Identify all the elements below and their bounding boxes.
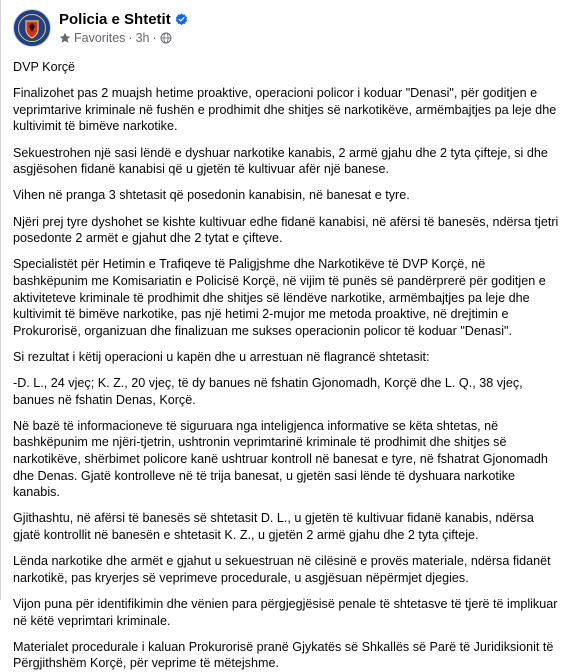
post-paragraph: Specialistët për Hetimin e Trafiqeve të Paligjshme dhe Narkotikëve të DVP Korçë, në bashkëpunim me Komisariatin e Policisë Korçë, në vijim të punës së pandërprerë për goditjen e aktiviteteve kriminale të prodhimit dhe shitjes së lëndëve narkotike, armëmbajtjes pa leje dhe kultivimit të bimëve narkotike, pas një hetimi 2-mujor me metoda proaktive, në drejtimin e Prokurorisë, organizuan dhe finalizuan me sukses operacionin policor të koduar "Denasi". (13, 257, 546, 338)
post-paragraph: -D. L., 24 vjeç; K. Z., 20 vjeç, të dy banues në fshatin Gjonomadh, Korçë dhe L. Q., 38 vjeç, banues në fshatin Denas, Korçë. (13, 376, 523, 407)
post-paragraph: Lënda narkotike dhe armët e gjahut u sekuestruan në cilësinë e provës materiale, ndërsa fidanët narkotikë, pas kryerjes së veprimeve procedurale, u asgjësuan nëpërmjet djegies. (13, 554, 551, 585)
post-header (13, 8, 561, 48)
meta-separator: · (128, 30, 133, 45)
post-paragraph: Finalizohet pas 2 muajsh hetime proaktive, operacioni policor i koduar "Denasi", për goditjen e veprimtarive kriminale në fushën e prodhimit dhe shitjes së narkotikëve, armëmbajtjes pa leje dhe kultivimit të bimëve narkotike. (13, 86, 557, 134)
post-paragraph: Sekuestrohen një sasi lëndë e dyshuar narkotike kanabis, 2 armë gjahu dhe 2 tyta çifteje, si dhe asgjësohen fidanë kanabisi që u gjetën të kultivuar afër një banese. (13, 145, 548, 177)
police-emblem-icon (17, 13, 47, 43)
page-name-row (59, 11, 188, 29)
post-body (13, 59, 561, 672)
post-paragraph: Materialet procedurale i kaluan Prokurorisë pranë Gjykatës së Shkallës së Parë të Juridiksionit të Përgjithshëm Korçë, për veprime të mëtejshme. (13, 639, 554, 671)
post-meta (59, 11, 188, 46)
star-icon (59, 32, 71, 44)
post-timestamp[interactable]: 3h (135, 30, 150, 45)
globe-icon[interactable] (160, 32, 172, 44)
post-paragraph: DVP Korçë (13, 60, 76, 74)
post-paragraph: Si rezultat i këtij operacioni u kapën dhe u arrestuan në flagrancë shtetasit: (13, 349, 430, 364)
post-paragraph: Në bazë të informacioneve të siguruara nga inteligjenca informative se këta shtetas, në bashkëpunim me njëri-tjetrin, ushtronin veprimtarinë kriminale të prodhimit dhe shitjes së narkotikëve, shërbimet policore kanë ushtruar kontroll në banesat e tyre, në fshatrat Gjonomadh dhe Denas. Gjatë kontrolleve në të trija banesat, u gjetën sasi lënde të dyshuara narkotike kanabis. (13, 418, 548, 500)
page-name-link[interactable]: Policia e Shtetit (59, 10, 171, 28)
post-paragraph: Njëri prej tyre dyshohet se kishte kultivuar edhe fidanë kanabisi, në afërsi të banesës, ndërsa tjetri posedonte 2 armët e gjahut dhe 2 tytat e çifteve. (13, 214, 559, 246)
post-paragraph: Vihen në pranga 3 shtetasit që posedonin kanabisin, në banesat e tyre. (13, 188, 410, 203)
post-paragraph: Vijon puna për identifikimin dhe vënien para përgjegjësisë penale të shtetasve të tjerë të implikuar në këtë veprimtari kriminale. (13, 596, 558, 628)
page-avatar[interactable] (13, 9, 51, 47)
favorites-label[interactable]: Favorites (74, 30, 126, 45)
post-subline (59, 30, 188, 46)
verified-badge-icon (175, 13, 188, 26)
post-paragraph: Gjithashtu, në afërsi të banesës së shtetasit D. L., u gjetën të kultivuar fidanë kanabis, ndërsa gjatë kontrollit në banesën e shtetasit K. Z., u gjetën 2 armë gjahu dhe 2 tyta çifteje. (13, 511, 534, 542)
meta-separator-2: · (152, 30, 157, 45)
